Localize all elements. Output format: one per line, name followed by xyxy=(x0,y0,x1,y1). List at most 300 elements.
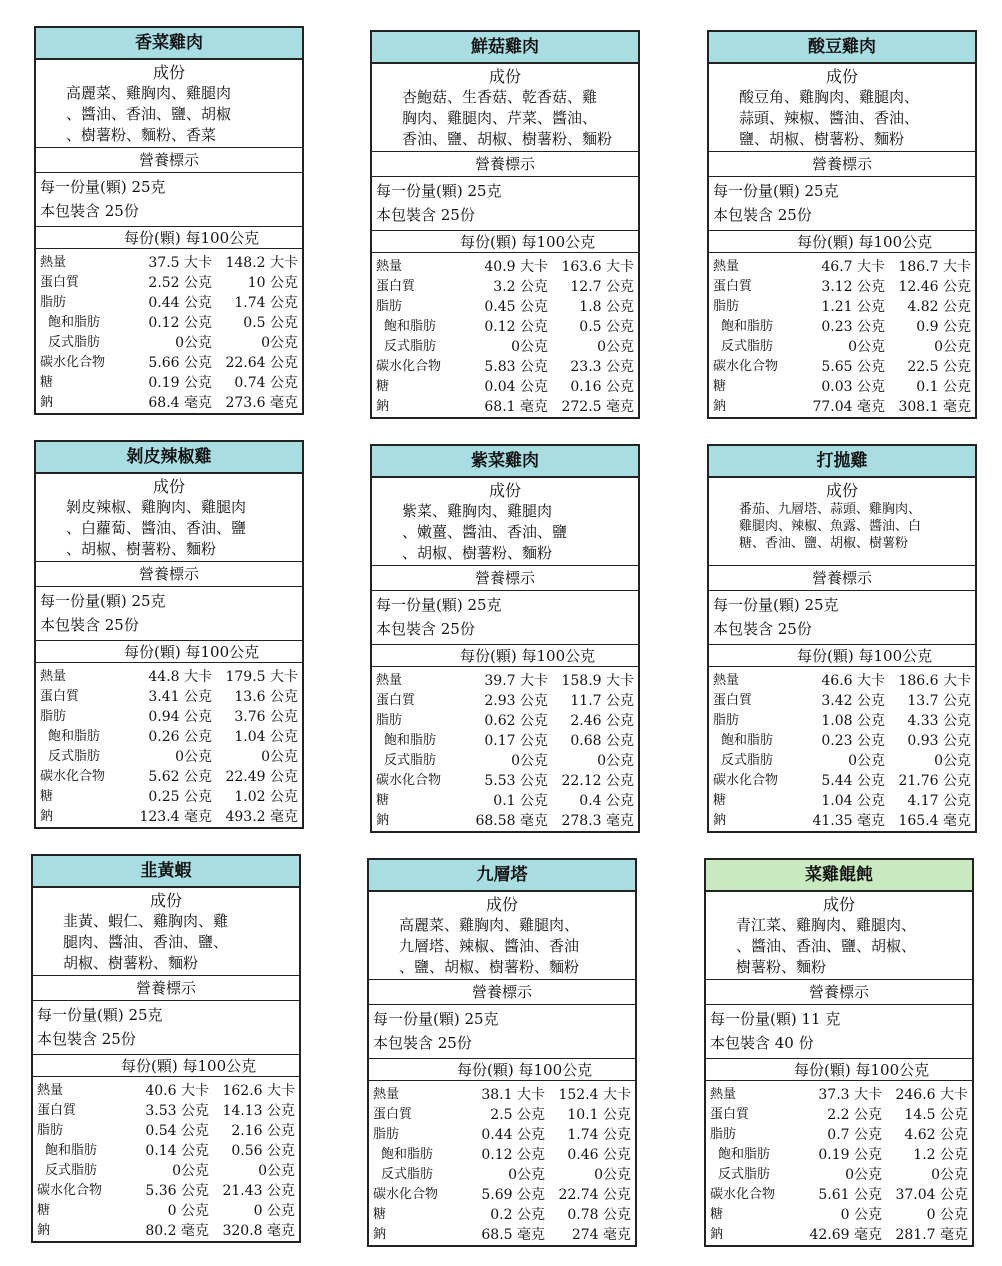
nutrient-name: 熱量 xyxy=(37,1083,64,1098)
per-100g-value: 0.74 公克 xyxy=(234,375,298,391)
ingredients-label: 成份 xyxy=(825,67,858,86)
per-100g-value: 3.76 公克 xyxy=(234,709,298,725)
per-100g-value: 0.78 公克 xyxy=(567,1207,631,1223)
nutrient-row xyxy=(40,253,300,273)
nutrient-row xyxy=(376,751,636,771)
per-serving-value: 44.8 大卡 xyxy=(148,669,212,685)
per-serving-value: 46.7 大卡 xyxy=(821,259,885,275)
per-100g-value: 162.6 大卡 xyxy=(222,1083,295,1099)
nutrient-table xyxy=(709,253,975,417)
ingredients-section xyxy=(372,64,638,152)
per-serving-value: 1.08 公克 xyxy=(821,713,885,729)
per-100g-value: 11.7 公克 xyxy=(570,693,634,709)
nutrient-name: 脂肪 xyxy=(40,295,67,310)
nutrient-name: 碳水化合物 xyxy=(376,773,442,788)
nutrient-row xyxy=(40,707,300,727)
nutrient-name: 飽和脂肪 xyxy=(48,729,101,744)
per-serving-header: 每份(顆) xyxy=(797,233,854,251)
column-header xyxy=(33,1055,299,1077)
per-100g-value: 274 毫克 xyxy=(571,1227,631,1243)
nutrient-row xyxy=(376,397,636,417)
nutrient-name: 鈉 xyxy=(710,1227,724,1242)
per-100g-value: 0.16 公克 xyxy=(570,379,634,395)
ingredients-section xyxy=(33,888,299,976)
nutrition-label-heading: 營養標示 xyxy=(706,980,972,1005)
per-serving-value: 38.1 大卡 xyxy=(481,1087,545,1103)
servings-per-pack: 本包裝含 25份 xyxy=(376,620,475,638)
nutrient-name: 蛋白質 xyxy=(376,279,416,294)
per-100g-value: 186.6 大卡 xyxy=(898,673,971,689)
per-serving-value: 1.04 公克 xyxy=(821,793,885,809)
ingredients-label: 成份 xyxy=(485,895,518,914)
nutrient-name: 飽和脂肪 xyxy=(721,319,774,334)
nutrient-row xyxy=(376,377,636,397)
nutrient-table xyxy=(36,249,302,413)
ingredients-section xyxy=(36,60,302,148)
per-serving-value: 37.3 大卡 xyxy=(818,1087,882,1103)
per-100g-value: 12.46 公克 xyxy=(898,279,971,295)
nutrient-row xyxy=(40,667,300,687)
per-serving-header: 每份(顆) xyxy=(797,647,854,665)
ingredients-text: 紫菜、雞胸肉、雞腿肉 、嫩薑、醬油、香油、鹽 、胡椒、樹薯粉、麵粉 xyxy=(402,502,568,562)
ingredients-text: 杏鮑菇、生香菇、乾香菇、雞 胸肉、雞腿肉、芹菜、醬油、 香油、鹽、胡椒、樹薯粉、麵粉 xyxy=(402,88,613,148)
card-title: 九層塔 xyxy=(369,860,635,892)
per-serving-value: 42.69 毫克 xyxy=(809,1227,882,1243)
nutrient-name: 鈉 xyxy=(40,809,54,824)
servings-per-pack: 本包裝含 25份 xyxy=(373,1034,472,1052)
per-serving-value: 0.04 公克 xyxy=(484,379,548,395)
nutrient-name: 鈉 xyxy=(376,399,390,414)
per-serving-header: 每份(顆) xyxy=(794,1061,851,1079)
nutrient-row xyxy=(710,1225,970,1245)
nutrient-name: 脂肪 xyxy=(376,713,403,728)
nutrient-name: 飽和脂肪 xyxy=(384,319,437,334)
nutrient-name: 鈉 xyxy=(713,813,727,828)
per-serving-value: 0.45 公克 xyxy=(484,299,548,315)
per-serving-value: 68.4 毫克 xyxy=(148,395,212,411)
nutrient-name: 碳水化合物 xyxy=(376,359,442,374)
nutrient-row xyxy=(376,317,636,337)
per-serving-value: 0.62 公克 xyxy=(484,713,548,729)
per-100g-value: 22.49 公克 xyxy=(225,769,298,785)
per-serving-value: 0公克 xyxy=(511,753,548,769)
nutrient-table xyxy=(709,667,975,831)
per-serving-value: 5.83 公克 xyxy=(484,359,548,375)
per-100g-value: 0公克 xyxy=(594,1167,631,1183)
serving-size: 每一份量(顆) 25克 xyxy=(40,592,166,610)
per-100g-value: 4.33 公克 xyxy=(907,713,971,729)
per-serving-value: 0.54 公克 xyxy=(145,1123,209,1139)
ingredients-label: 成份 xyxy=(488,67,521,86)
nutrient-row xyxy=(37,1141,297,1161)
per-serving-value: 0.14 公克 xyxy=(145,1143,209,1159)
nutrient-row xyxy=(713,811,973,831)
servings-per-pack: 本包裝含 25份 xyxy=(40,616,139,634)
nutrient-row xyxy=(710,1165,970,1185)
nutrient-row xyxy=(373,1105,633,1125)
column-header xyxy=(706,1059,972,1081)
nutrient-name: 飽和脂肪 xyxy=(718,1147,771,1162)
nutrient-name: 蛋白質 xyxy=(713,693,753,708)
per-serving-value: 41.35 毫克 xyxy=(812,813,885,829)
per-100g-value: 1.8 公克 xyxy=(579,299,634,315)
per-serving-value: 0公克 xyxy=(845,1167,882,1183)
nutrient-row xyxy=(37,1081,297,1101)
per-100g-value: 0.4 公克 xyxy=(579,793,634,809)
ingredients-label: 成份 xyxy=(149,891,182,910)
per-100g-value: 308.1 毫克 xyxy=(898,399,971,415)
ingredients-text: 青江菜、雞胸肉、雞腿肉、 、醬油、香油、鹽、胡椒、 樹薯粉、麵粉 xyxy=(736,916,917,976)
nutrient-row xyxy=(710,1105,970,1125)
ingredients-label: 成份 xyxy=(152,63,185,82)
per-serving-header: 每份(顆) xyxy=(124,229,181,247)
nutrient-name: 碳水化合物 xyxy=(713,359,779,374)
per-100g-value: 23.3 公克 xyxy=(570,359,634,375)
nutrient-row xyxy=(40,313,300,333)
per-100g-value: 13.6 公克 xyxy=(234,689,298,705)
nutrient-name: 糖 xyxy=(713,793,727,808)
per-serving-value: 40.9 大卡 xyxy=(484,259,548,275)
per-serving-value: 68.5 毫克 xyxy=(481,1227,545,1243)
ingredients-text: 剝皮辣椒、雞胸肉、雞腿肉 、白蘿蔔、醬油、香油、鹽 、胡椒、樹薯粉、麵粉 xyxy=(66,498,247,558)
nutrient-row xyxy=(376,297,636,317)
nutrient-row xyxy=(373,1165,633,1185)
serving-info xyxy=(709,177,975,231)
per-serving-value: 0.12 公克 xyxy=(481,1147,545,1163)
nutrient-name: 鈉 xyxy=(40,395,54,410)
per-serving-value: 0.19 公克 xyxy=(818,1147,882,1163)
nutrient-row xyxy=(713,711,973,731)
nutrient-row xyxy=(713,357,973,377)
nutrient-row xyxy=(376,691,636,711)
per-100g-value: 0.5 公克 xyxy=(243,315,298,331)
per-100g-value: 22.74 公克 xyxy=(558,1187,631,1203)
per-100g-value: 0.9 公克 xyxy=(916,319,971,335)
nutrient-row xyxy=(40,273,300,293)
per-100g-value: 21.43 公克 xyxy=(222,1183,295,1199)
nutrient-name: 反式脂肪 xyxy=(721,753,774,768)
nutrient-name: 熱量 xyxy=(376,259,403,274)
nutrient-name: 熱量 xyxy=(710,1087,737,1102)
nutrient-name: 脂肪 xyxy=(40,709,67,724)
per-100g-value: 22.64 公克 xyxy=(225,355,298,371)
nutrient-name: 糖 xyxy=(40,375,54,390)
nutrient-row xyxy=(713,731,973,751)
nutrient-row xyxy=(713,751,973,771)
per-serving-value: 5.69 公克 xyxy=(481,1187,545,1203)
nutrient-name: 鈉 xyxy=(713,399,727,414)
nutrient-name: 糖 xyxy=(376,379,390,394)
per-100g-value: 1.74 公克 xyxy=(234,295,298,311)
nutrient-name: 飽和脂肪 xyxy=(48,315,101,330)
nutrient-name: 蛋白質 xyxy=(37,1103,77,1118)
per-100g-header: 每100公克 xyxy=(185,643,260,661)
per-100g-value: 0公克 xyxy=(597,339,634,355)
per-100g-value: 493.2 毫克 xyxy=(225,809,298,825)
nutrition-label-heading: 營養標示 xyxy=(709,566,975,591)
per-100g-value: 13.7 公克 xyxy=(907,693,971,709)
nutrient-row xyxy=(40,293,300,313)
nutrient-name: 反式脂肪 xyxy=(384,339,437,354)
per-serving-value: 123.4 毫克 xyxy=(139,809,212,825)
per-serving-value: 0.23 公克 xyxy=(821,733,885,749)
per-serving-value: 5.65 公克 xyxy=(821,359,885,375)
nutrient-row xyxy=(373,1085,633,1105)
nutrition-card xyxy=(707,444,977,833)
per-100g-value: 281.7 毫克 xyxy=(895,1227,968,1243)
column-header xyxy=(372,231,638,253)
servings-per-pack: 本包裝含 25份 xyxy=(40,202,139,220)
card-title: 韭黃蝦 xyxy=(33,856,299,888)
nutrient-name: 熱量 xyxy=(373,1087,400,1102)
per-serving-value: 0.19 公克 xyxy=(148,375,212,391)
nutrition-label-heading: 營養標示 xyxy=(36,562,302,587)
nutrient-row xyxy=(713,691,973,711)
nutrient-name: 反式脂肪 xyxy=(381,1167,434,1182)
nutrition-label-heading: 營養標示 xyxy=(372,152,638,177)
per-serving-value: 68.58 毫克 xyxy=(475,813,548,829)
nutrient-name: 蛋白質 xyxy=(710,1107,750,1122)
per-serving-value: 5.36 公克 xyxy=(145,1183,209,1199)
nutrient-row xyxy=(37,1181,297,1201)
nutrient-name: 碳水化合物 xyxy=(40,769,106,784)
nutrient-row xyxy=(40,747,300,767)
nutrition-label-heading: 營養標示 xyxy=(709,152,975,177)
per-serving-value: 0 公克 xyxy=(167,1203,209,1219)
nutrient-row xyxy=(40,373,300,393)
card-title: 剝皮辣椒雞 xyxy=(36,442,302,474)
column-header xyxy=(709,231,975,253)
per-100g-value: 0公克 xyxy=(261,749,298,765)
nutrient-row xyxy=(37,1221,297,1241)
per-serving-value: 2.2 公克 xyxy=(827,1107,882,1123)
column-header xyxy=(709,645,975,667)
ingredients-section xyxy=(706,892,972,980)
per-serving-value: 0公克 xyxy=(175,335,212,351)
per-100g-value: 0 公克 xyxy=(253,1203,295,1219)
per-serving-value: 3.53 公克 xyxy=(145,1103,209,1119)
per-100g-header: 每100公克 xyxy=(521,647,596,665)
per-serving-value: 37.5 大卡 xyxy=(148,255,212,271)
per-100g-header: 每100公克 xyxy=(521,233,596,251)
nutrient-table xyxy=(36,663,302,827)
per-serving-header: 每份(顆) xyxy=(460,647,517,665)
per-serving-value: 0.44 公克 xyxy=(481,1127,545,1143)
nutrient-name: 脂肪 xyxy=(373,1127,400,1142)
per-100g-value: 1.04 公克 xyxy=(234,729,298,745)
per-100g-value: 0公克 xyxy=(934,339,971,355)
nutrition-card xyxy=(31,854,301,1243)
ingredients-section xyxy=(372,478,638,566)
per-100g-value: 320.8 毫克 xyxy=(222,1223,295,1239)
per-serving-value: 5.61 公克 xyxy=(818,1187,882,1203)
ingredients-text: 番茄、九層塔、蒜頭、雞胸肉、 雞腿肉、辣椒、魚露、醬油、白 糖、香油、鹽、胡椒、樹薯粉 xyxy=(739,502,922,551)
per-serving-value: 2.93 公克 xyxy=(484,693,548,709)
per-100g-header: 每100公克 xyxy=(858,647,933,665)
per-serving-value: 0.1 公克 xyxy=(493,793,548,809)
column-header xyxy=(369,1059,635,1081)
nutrient-row xyxy=(376,257,636,277)
nutrition-card xyxy=(704,858,974,1247)
per-serving-value: 0公克 xyxy=(848,753,885,769)
nutrient-row xyxy=(376,277,636,297)
serving-info xyxy=(706,1005,972,1059)
per-100g-header: 每100公克 xyxy=(855,1061,930,1079)
ingredients-section xyxy=(36,474,302,562)
nutrient-row xyxy=(37,1161,297,1181)
per-100g-value: 4.82 公克 xyxy=(907,299,971,315)
per-serving-value: 0.94 公克 xyxy=(148,709,212,725)
nutrient-name: 飽和脂肪 xyxy=(381,1147,434,1162)
per-100g-value: 14.13 公克 xyxy=(222,1103,295,1119)
nutrient-name: 糖 xyxy=(40,789,54,804)
nutrient-name: 碳水化合物 xyxy=(373,1187,439,1202)
ingredients-label: 成份 xyxy=(488,481,521,500)
nutrient-row xyxy=(373,1145,633,1165)
per-100g-header: 每100公克 xyxy=(182,1057,257,1075)
per-serving-value: 39.7 大卡 xyxy=(484,673,548,689)
servings-per-pack: 本包裝含 40 份 xyxy=(710,1034,814,1052)
per-serving-value: 0.26 公克 xyxy=(148,729,212,745)
per-100g-value: 179.5 大卡 xyxy=(225,669,298,685)
nutrient-row xyxy=(40,393,300,413)
per-100g-value: 0公克 xyxy=(258,1163,295,1179)
nutrient-row xyxy=(373,1185,633,1205)
per-serving-value: 0.12 公克 xyxy=(148,315,212,331)
nutrition-card xyxy=(367,858,637,1247)
per-serving-value: 0.17 公克 xyxy=(484,733,548,749)
nutrient-name: 反式脂肪 xyxy=(721,339,774,354)
nutrient-name: 蛋白質 xyxy=(713,279,753,294)
per-serving-value: 5.44 公克 xyxy=(821,773,885,789)
nutrient-row xyxy=(376,671,636,691)
nutrition-label-heading: 營養標示 xyxy=(372,566,638,591)
per-100g-value: 278.3 毫克 xyxy=(561,813,634,829)
nutrient-name: 蛋白質 xyxy=(40,689,80,704)
nutrient-name: 飽和脂肪 xyxy=(721,733,774,748)
serving-info xyxy=(33,1001,299,1055)
per-100g-value: 2.46 公克 xyxy=(570,713,634,729)
nutrition-card xyxy=(370,444,640,833)
per-100g-value: 0公克 xyxy=(261,335,298,351)
nutrient-name: 反式脂肪 xyxy=(718,1167,771,1182)
nutrition-label-heading: 營養標示 xyxy=(33,976,299,1001)
nutrient-row xyxy=(713,277,973,297)
ingredients-section xyxy=(369,892,635,980)
nutrient-row xyxy=(710,1125,970,1145)
per-100g-header: 每100公克 xyxy=(858,233,933,251)
nutrient-row xyxy=(713,671,973,691)
serving-size: 每一份量(顆) 11 克 xyxy=(710,1010,841,1028)
per-serving-value: 3.2 公克 xyxy=(493,279,548,295)
serving-info xyxy=(709,591,975,645)
nutrient-name: 鈉 xyxy=(37,1223,51,1238)
card-title: 鮮菇雞肉 xyxy=(372,32,638,64)
per-serving-value: 5.53 公克 xyxy=(484,773,548,789)
card-title: 酸豆雞肉 xyxy=(709,32,975,64)
nutrient-name: 脂肪 xyxy=(376,299,403,314)
per-100g-value: 10 公克 xyxy=(247,275,298,291)
nutrient-name: 碳水化合物 xyxy=(713,773,779,788)
nutrient-row xyxy=(376,791,636,811)
nutrient-name: 糖 xyxy=(376,793,390,808)
nutrient-name: 熱量 xyxy=(40,255,67,270)
nutrient-table xyxy=(369,1081,635,1245)
nutrient-row xyxy=(40,333,300,353)
nutrient-row xyxy=(37,1201,297,1221)
nutrient-row xyxy=(40,687,300,707)
per-100g-value: 148.2 大卡 xyxy=(225,255,298,271)
per-serving-value: 0.03 公克 xyxy=(821,379,885,395)
nutrition-card xyxy=(34,26,304,415)
nutrient-name: 熱量 xyxy=(713,259,740,274)
per-100g-value: 158.9 大卡 xyxy=(561,673,634,689)
per-100g-value: 10.1 公克 xyxy=(567,1107,631,1123)
per-serving-value: 0.25 公克 xyxy=(148,789,212,805)
serving-info xyxy=(372,177,638,231)
per-serving-value: 0.7 公克 xyxy=(827,1127,882,1143)
nutrient-row xyxy=(37,1121,297,1141)
serving-size: 每一份量(顆) 25克 xyxy=(37,1006,163,1024)
servings-per-pack: 本包裝含 25份 xyxy=(713,620,812,638)
serving-info xyxy=(369,1005,635,1059)
nutrient-name: 糖 xyxy=(373,1207,387,1222)
nutrient-row xyxy=(373,1125,633,1145)
nutrient-row xyxy=(376,357,636,377)
nutrition-card xyxy=(707,30,977,419)
per-100g-value: 21.76 公克 xyxy=(898,773,971,789)
nutrient-row xyxy=(376,771,636,791)
per-serving-value: 0.12 公克 xyxy=(484,319,548,335)
nutrition-card xyxy=(370,30,640,419)
serving-size: 每一份量(顆) 25克 xyxy=(713,182,839,200)
per-serving-value: 3.12 公克 xyxy=(821,279,885,295)
per-100g-header: 每100公克 xyxy=(518,1061,593,1079)
column-header xyxy=(372,645,638,667)
serving-size: 每一份量(顆) 25克 xyxy=(373,1010,499,1028)
per-100g-value: 4.17 公克 xyxy=(907,793,971,809)
per-serving-value: 0公克 xyxy=(175,749,212,765)
per-serving-value: 46.6 大卡 xyxy=(821,673,885,689)
nutrient-row xyxy=(40,767,300,787)
nutrient-name: 糖 xyxy=(710,1207,724,1222)
nutrient-name: 脂肪 xyxy=(710,1127,737,1142)
nutrient-row xyxy=(713,771,973,791)
nutrient-name: 糖 xyxy=(713,379,727,394)
card-title: 打拋雞 xyxy=(709,446,975,478)
per-serving-header: 每份(顆) xyxy=(460,233,517,251)
nutrient-row xyxy=(713,397,973,417)
ingredients-section xyxy=(709,64,975,152)
column-header xyxy=(36,227,302,249)
per-100g-value: 0 公克 xyxy=(926,1207,968,1223)
nutrition-label-heading: 營養標示 xyxy=(369,980,635,1005)
serving-size: 每一份量(顆) 25克 xyxy=(713,596,839,614)
per-serving-value: 3.42 公克 xyxy=(821,693,885,709)
nutrient-name: 熱量 xyxy=(40,669,67,684)
per-100g-value: 0.46 公克 xyxy=(567,1147,631,1163)
nutrient-name: 脂肪 xyxy=(37,1123,64,1138)
nutrient-name: 蛋白質 xyxy=(376,693,416,708)
per-serving-value: 5.66 公克 xyxy=(148,355,212,371)
ingredients-text: 高麗菜、雞胸肉、雞腿肉、 九層塔、辣椒、醬油、香油 、鹽、胡椒、樹薯粉、麵粉 xyxy=(399,916,580,976)
per-serving-value: 68.1 毫克 xyxy=(484,399,548,415)
per-100g-value: 246.6 大卡 xyxy=(895,1087,968,1103)
per-100g-value: 0.56 公克 xyxy=(231,1143,295,1159)
per-serving-value: 0.44 公克 xyxy=(148,295,212,311)
serving-info xyxy=(36,587,302,641)
ingredients-label: 成份 xyxy=(152,477,185,496)
